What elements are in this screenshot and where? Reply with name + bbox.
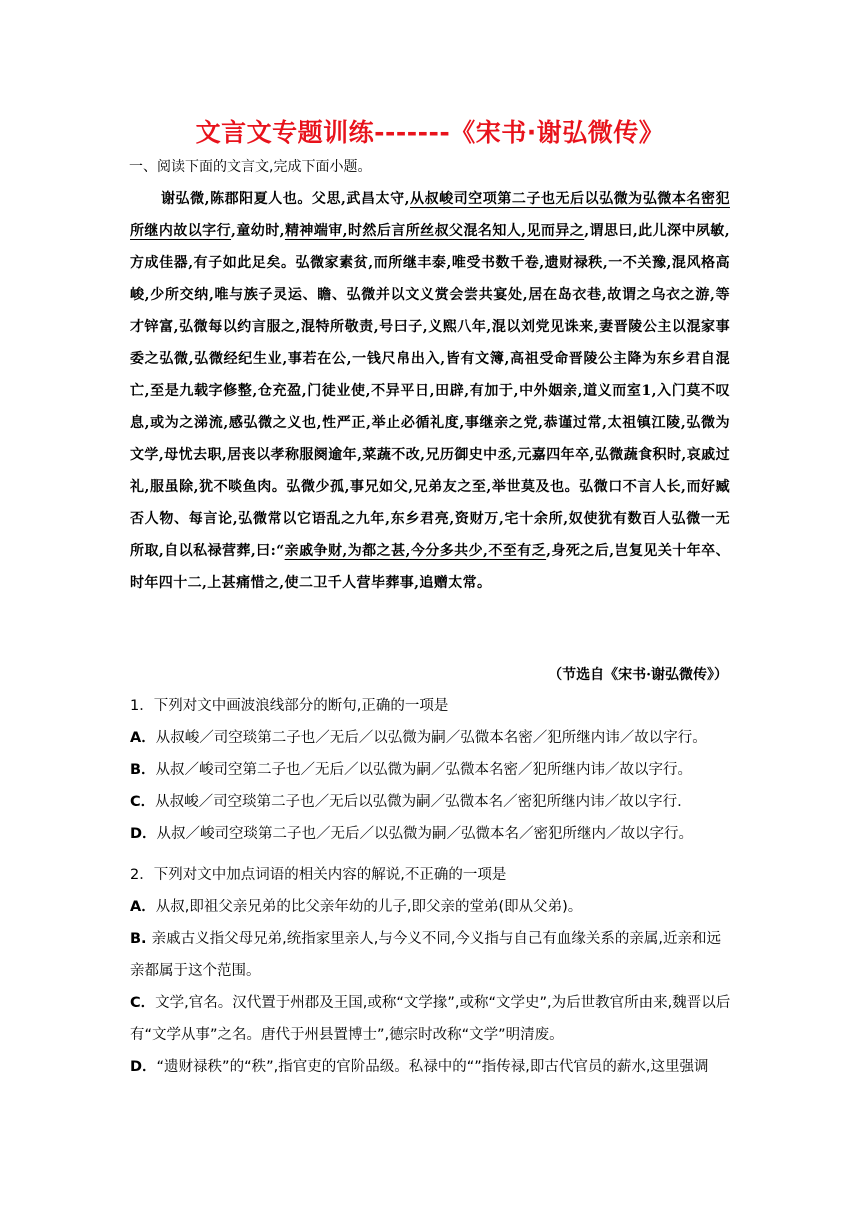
option-text: 从叔／峻司空第二子也／无后／以弘微为嗣／弘微本名密／犯所继内讳／故以字行。: [155, 762, 693, 778]
classical-passage: [130, 183, 730, 599]
question-title: 1．下列对文中画波浪线部分的断句,正确的一项是: [130, 698, 449, 714]
option-text: 从叔／峻司空琰第二子也／无后／以弘微为嗣／弘微本名／密犯所继内／故以字行。: [156, 826, 694, 842]
option-letter: B．: [130, 762, 156, 778]
question-2: [130, 859, 732, 1083]
passage-text: 谢弘微,陈郡阳夏人也。父思,武昌太守,: [161, 191, 410, 207]
source-note: （节选自《宋书·谢弘微传》）: [548, 667, 728, 683]
option-c: [130, 786, 732, 818]
option-letter: D．: [130, 1059, 157, 1075]
section-heading: 一、阅读下面的文言文,完成下面小题。: [129, 159, 372, 175]
option-b: [130, 754, 732, 786]
question-title: 2．下列对文中加点词语的相关内容的解说,不正确的一项是: [130, 867, 507, 883]
option-text: 亲戚古义指父母兄弟,统指家里亲人,与今义不同,今义指与自己有血缘关系的亲属,近亲和远亲都属于这个范围。: [130, 931, 722, 979]
passage-text: ,身死之后,岂复见关十年卒、时年四十二,上甚痛惜之,使二卫千人营毕葬事,追赠太常。: [130, 543, 730, 591]
option-letter: D．: [130, 826, 157, 842]
passage-text: ,谓思曰,此儿深中夙敏,方成佳器,有子如此足矣。弘微家素贫,而所继丰泰,唯受书数千卷,遗财禄秩,一不关豫,混风格高峻,少所交纳,唯与族子灵运、瞻、弘微并以文义赏会尝共宴处,居在岛衣巷,故谓之乌衣之游,等才锌富,弘微每以约言服之,混特所敬责,号曰子,义熙八年,混以刘党见诛来,妻晋陵公主以混家事委之弘微,弘微经纪生业,事若在公,一钱尺帛出入,皆有文簿,高祖受命晋陵公主降为东乡君自混亡,至是九载字修整,仓充盈,门徒业使,不异平日,田辟,有加于,中外姻亲,道义而室1,入门莫不叹息,或为之涕流,感弘微之义也,性严正,举止必循礼度,事继亲之党,恭谨过常,太祖镇江陵,弘微为文学,母忧去职,居丧以孝称服阕逾年,菜蔬不改,兄历御史中丞,元嘉四年卒,弘微蔬食积时,哀戚过礼,服虽除,犹不啖鱼肉。弘微少孤,事兄如父,兄弟友之至,举世莫及也。弘微口不言人长,而好臧否人物、每言论,弘微常以它语乱之九年,东乡君亮,资财万,宅十余所,奴使犹有数百人弘微一无所取,自以私禄营葬,曰:“: [130, 223, 731, 559]
passage-paragraph: [130, 183, 730, 599]
option-text: 从叔峻／司空琰第二子也／无后／以弘微为嗣／弘微本名密／犯所继内讳／故以字行。: [155, 730, 707, 746]
page-title: 文言文专题训练-------《宋书·谢弘微传》: [195, 118, 665, 147]
option-letter: A．: [130, 730, 156, 746]
option-text: 文学,官名。汉代置于州郡及王国,或称“文学掾”,或称“文学史”,为后世教官所由来,魏晋以后有“文学从事”之名。唐代于州县置博士”,德宗时改称“文学”明清废。: [130, 995, 731, 1043]
option-d: [130, 818, 732, 850]
option-a: [130, 891, 732, 923]
option-c: [130, 987, 732, 1051]
option-text: “遗财禄秩”的“秩”,指官吏的官阶品级。私禄中的“”指传禄,即古代官员的薪水,这里强调: [156, 1059, 709, 1075]
underlined-text: 精神端审,时然后言所丝叔父混名知人,见而异之: [284, 223, 585, 239]
option-letter: B.: [130, 931, 152, 947]
underlined-quote: 亲戚争财,为都之甚,今分多共少,不至有乏: [284, 543, 547, 559]
option-text: 从叔峻／司空琰第二子也／无后以弘微为嗣／弘微本名／密犯所继内讳／故以字行.: [155, 794, 682, 810]
passage-text: ,童幼时,: [231, 223, 285, 239]
question-1: [130, 690, 732, 850]
option-letter: A．: [130, 899, 156, 915]
wavy-underlined-text: 从叔峻司空项第二子也无后以弘微为弘微本名密犯所继内故以字行: [130, 191, 730, 239]
option-a: [130, 722, 732, 754]
option-d: [130, 1051, 732, 1083]
option-text: 从叔,即祖父亲兄弟的比父亲年幼的儿子,即父亲的堂弟(即从父弟)。: [155, 899, 583, 915]
option-letter: C．: [130, 995, 156, 1011]
option-letter: C．: [130, 794, 156, 810]
option-b: [130, 923, 732, 987]
